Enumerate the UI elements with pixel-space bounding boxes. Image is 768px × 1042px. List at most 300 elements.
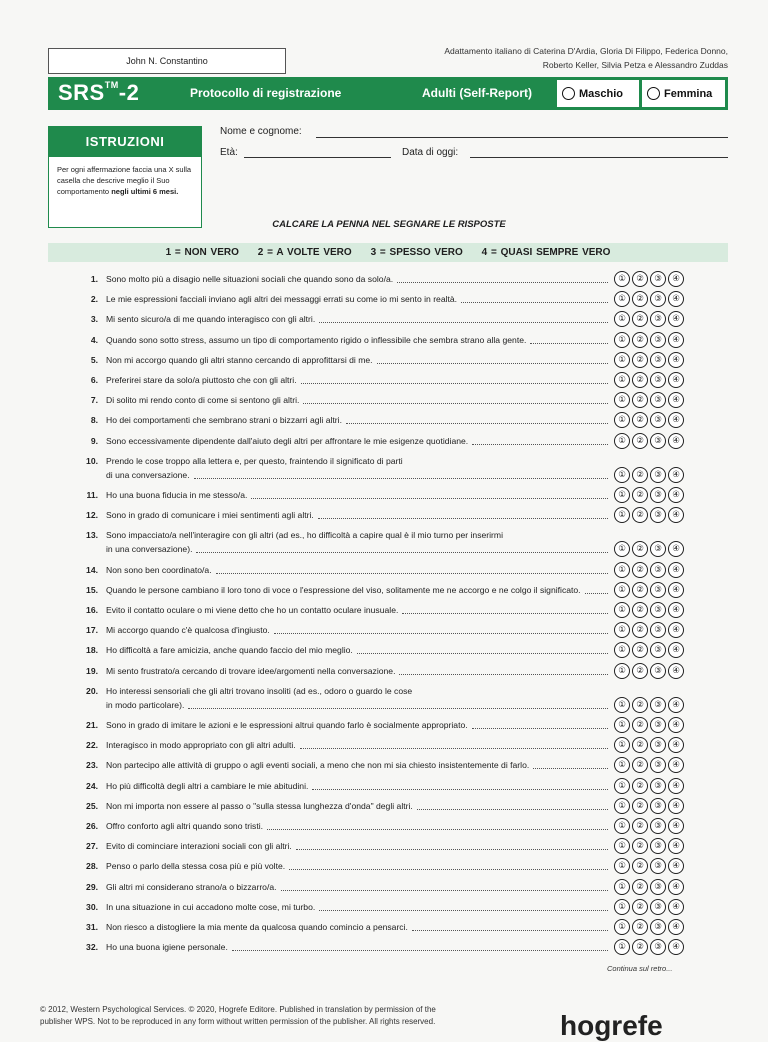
- leader-dots: [346, 415, 608, 424]
- scale-legend: 1 = NON VERO 2 = A VOLTE VERO 3 = SPESSO VERO 4 = QUASI SEMPRE VERO: [48, 243, 728, 262]
- leader-dots: [289, 861, 608, 870]
- answer-option-4[interactable]: ④: [668, 697, 684, 713]
- answer-option-2[interactable]: ②: [632, 858, 648, 874]
- answer-options: [614, 392, 684, 408]
- answer-options: [614, 487, 684, 503]
- brand-logo: [58, 80, 139, 106]
- answer-option-3[interactable]: ③: [650, 757, 666, 773]
- adaptation-line-2: Roberto Keller, Silvia Petza e Alessandro Zuddas: [542, 60, 728, 70]
- name-label: Nome e cognome:: [220, 126, 302, 137]
- item-number: 20.: [86, 685, 98, 696]
- instructions-panel: [48, 126, 202, 228]
- answer-option-3[interactable]: ③: [650, 642, 666, 658]
- instructions-text-main: Per ogni affermazione faccia una X sulla casella che descrive meglio il Suo comportamento: [57, 165, 192, 196]
- item-text-line: Sono eccessivamente dipendente dall'aiuto degli altri per affrontare le mie esigenze quotidiane.: [106, 435, 469, 446]
- copyright-line-2: publisher WPS. Not to be reproduced in any form without written permission of the publisher. All rights reserved.: [40, 1017, 436, 1026]
- item-text-line: Evito il contatto oculare o mi viene detto che ho un contatto oculare inusuale.: [106, 605, 399, 615]
- answer-option-3[interactable]: ③: [650, 663, 666, 679]
- answer-options: [614, 778, 684, 794]
- answer-option-3[interactable]: ③: [650, 697, 666, 713]
- continue-note: Continua sul retro...: [607, 964, 673, 973]
- item-number: 8.: [90, 415, 98, 426]
- item-text-line: Ho dei comportamenti che sembrano strani o bizzarri agli altri.: [106, 415, 342, 426]
- hogrefe-logo: hogrefe: [560, 1010, 663, 1041]
- item-number: 6.: [90, 375, 98, 385]
- item-number: 3.: [90, 314, 98, 325]
- leader-dots: [312, 781, 608, 790]
- name-field[interactable]: [316, 137, 728, 138]
- answer-option-1[interactable]: ①: [614, 818, 630, 834]
- leader-dots: [377, 355, 608, 364]
- answer-options: [614, 582, 684, 598]
- answer-option-3[interactable]: ③: [650, 778, 666, 794]
- leader-dots: [318, 510, 608, 519]
- item-text-line: Non sono ben coordinato/a.: [106, 564, 212, 575]
- item-text-line: Mi sento frustrato/a cercando di trovare idee/argomenti nella conversazione.: [106, 665, 396, 676]
- item-number: 25.: [86, 800, 98, 811]
- leader-dots: [417, 801, 608, 810]
- leader-dots: [585, 585, 608, 594]
- answer-options: [614, 507, 684, 523]
- leader-dots: [194, 470, 608, 479]
- brand-trademark: TM: [104, 80, 119, 90]
- item-text-line: Mi sento sicuro/a di me quando interagisco con gli altri.: [106, 314, 316, 325]
- leader-dots: [530, 335, 608, 344]
- answer-option-4[interactable]: ④: [668, 541, 684, 557]
- item-number: 4.: [90, 334, 98, 345]
- brand-name: SRS: [58, 80, 105, 105]
- answer-option-2[interactable]: ②: [632, 467, 648, 483]
- answer-option-4[interactable]: ④: [668, 717, 684, 733]
- item-row: [0, 456, 768, 490]
- answer-option-1[interactable]: ①: [614, 939, 630, 955]
- answer-option-3[interactable]: ③: [650, 412, 666, 428]
- item-text-line: Quando le persone cambiano il loro tono di voce o l'espressione del viso, solitamente me ne accorgo e ne colgo il significato.: [106, 584, 581, 595]
- answer-options: [614, 372, 684, 388]
- answer-option-1[interactable]: ①: [614, 487, 630, 503]
- answer-option-1[interactable]: ①: [614, 602, 630, 618]
- item-text-line: Penso o parlo della stessa cosa più e più volte.: [106, 861, 286, 872]
- item-text-line: Interagisco in modo appropriato con gli altri adulti.: [106, 740, 296, 751]
- pen-note: CALCARE LA PENNA NEL SEGNARE LE RISPOSTE: [272, 219, 506, 230]
- answer-options: [614, 858, 684, 874]
- answer-option-2[interactable]: ②: [632, 291, 648, 307]
- answer-option-2[interactable]: ②: [632, 562, 648, 578]
- leader-dots: [267, 821, 608, 830]
- answer-option-1[interactable]: ①: [614, 372, 630, 388]
- answer-option-3[interactable]: ③: [650, 838, 666, 854]
- answer-option-2[interactable]: ②: [632, 352, 648, 368]
- answer-option-3[interactable]: ③: [650, 372, 666, 388]
- item-text-line-2: in una conversazione).: [106, 544, 193, 555]
- answer-option-1[interactable]: ①: [614, 879, 630, 895]
- answer-option-3[interactable]: ③: [650, 602, 666, 618]
- leader-dots: [472, 436, 608, 445]
- answer-option-1[interactable]: ①: [614, 311, 630, 327]
- item-text-line: Non riesco a distogliere la mia mente da qualcosa quando comincio a pensarci.: [106, 922, 408, 932]
- adaptation-credits: [368, 44, 728, 72]
- answer-option-3[interactable]: ③: [650, 879, 666, 895]
- answer-options: [614, 663, 684, 679]
- author-box: [48, 48, 286, 74]
- leader-dots: [533, 760, 608, 769]
- leader-dots: [461, 294, 608, 303]
- adaptation-line-1: Adattamento italiano di Caterina D'Ardia, Gloria Di Filippo, Federica Donno,: [444, 46, 728, 56]
- gender-male-option[interactable]: [556, 79, 640, 108]
- answer-option-3[interactable]: ③: [650, 271, 666, 287]
- answer-option-4[interactable]: ④: [668, 332, 684, 348]
- answer-options: [614, 562, 684, 578]
- answer-option-4[interactable]: ④: [668, 622, 684, 638]
- answer-option-4[interactable]: ④: [668, 271, 684, 287]
- leader-dots: [281, 882, 608, 891]
- answer-option-2[interactable]: ②: [632, 737, 648, 753]
- answer-option-1[interactable]: ①: [614, 507, 630, 523]
- item-number: 29.: [86, 881, 98, 892]
- item-number: 16.: [86, 605, 98, 615]
- answer-option-2[interactable]: ②: [632, 433, 648, 449]
- instructions-title: ISTRUZIONI: [49, 127, 201, 157]
- answer-option-4[interactable]: ④: [668, 562, 684, 578]
- answer-option-3[interactable]: ③: [650, 291, 666, 307]
- answer-option-3[interactable]: ③: [650, 541, 666, 557]
- answer-option-1[interactable]: ①: [614, 392, 630, 408]
- answer-option-1[interactable]: ①: [614, 291, 630, 307]
- leader-dots: [196, 544, 608, 553]
- leader-dots: [397, 274, 608, 283]
- answer-option-4[interactable]: ④: [668, 879, 684, 895]
- answer-option-3[interactable]: ③: [650, 562, 666, 578]
- answer-options: [614, 737, 684, 753]
- answer-option-4[interactable]: ④: [668, 757, 684, 773]
- copyright-line-1: © 2012, Western Psychological Services. © 2020, Hogrefe Editore. Published in translation by permission of the: [40, 1005, 436, 1014]
- answer-options: [614, 271, 684, 287]
- answer-option-4[interactable]: ④: [668, 433, 684, 449]
- item-number: 18.: [86, 645, 98, 656]
- leader-dots: [251, 490, 608, 499]
- item-row: [0, 686, 768, 720]
- item-number: 19.: [86, 665, 98, 676]
- item-number: 17.: [86, 625, 98, 636]
- answer-option-4[interactable]: ④: [668, 818, 684, 834]
- answer-option-1[interactable]: ①: [614, 663, 630, 679]
- answer-option-4[interactable]: ④: [668, 582, 684, 598]
- female-radio-icon[interactable]: [647, 87, 660, 100]
- item-number: 10.: [86, 455, 98, 466]
- answer-option-4[interactable]: ④: [668, 778, 684, 794]
- item-number: 21.: [86, 720, 98, 730]
- answer-option-4[interactable]: ④: [668, 858, 684, 874]
- answer-option-4[interactable]: ④: [668, 642, 684, 658]
- answer-options: [614, 602, 684, 618]
- answer-option-3[interactable]: ③: [650, 352, 666, 368]
- answer-option-4[interactable]: ④: [668, 311, 684, 327]
- answer-options: [614, 332, 684, 348]
- leader-dots: [301, 375, 608, 384]
- leader-dots: [216, 565, 608, 574]
- item-number: 1.: [90, 274, 98, 284]
- leader-dots: [296, 841, 608, 850]
- item-row: [0, 530, 768, 564]
- title-bar: [48, 77, 728, 110]
- answer-option-2[interactable]: ②: [632, 798, 648, 814]
- answer-option-3[interactable]: ③: [650, 582, 666, 598]
- leader-dots: [232, 942, 608, 951]
- answer-option-1[interactable]: ①: [614, 582, 630, 598]
- age-label: Età:: [220, 147, 238, 158]
- leader-dots: [274, 625, 608, 634]
- answer-option-2[interactable]: ②: [632, 507, 648, 523]
- leader-dots: [402, 605, 608, 614]
- protocol-title: Protocollo di registrazione: [190, 86, 342, 100]
- answer-option-1[interactable]: ①: [614, 737, 630, 753]
- item-number: 31.: [86, 922, 98, 932]
- brand-suffix: -2: [118, 80, 140, 105]
- item-text-line: Di solito mi rendo conto di come si sentono gli altri.: [106, 395, 300, 406]
- answer-option-4[interactable]: ④: [668, 487, 684, 503]
- leader-dots: [303, 395, 608, 404]
- answer-options: [614, 899, 684, 915]
- item-number: 22.: [86, 740, 98, 751]
- answer-option-1[interactable]: ①: [614, 467, 630, 483]
- item-text-line: Sono in grado di imitare le azioni e le espressioni altrui quando farlo è socialmente appropriato.: [106, 720, 468, 730]
- item-number: 23.: [86, 760, 98, 771]
- answer-option-2[interactable]: ②: [632, 939, 648, 955]
- item-row: [0, 666, 768, 686]
- answer-option-3[interactable]: ③: [650, 311, 666, 327]
- answer-option-1[interactable]: ①: [614, 757, 630, 773]
- answer-option-2[interactable]: ②: [632, 838, 648, 854]
- answer-option-4[interactable]: ④: [668, 919, 684, 935]
- answer-option-2[interactable]: ②: [632, 541, 648, 557]
- item-number: 15.: [86, 584, 98, 595]
- answer-option-2[interactable]: ②: [632, 663, 648, 679]
- answer-option-1[interactable]: ①: [614, 858, 630, 874]
- answer-option-3[interactable]: ③: [650, 622, 666, 638]
- answer-option-4[interactable]: ④: [668, 838, 684, 854]
- item-text-line: Sono impacciato/a nell'interagire con gli altri (ad es., ho difficoltà a capire qual è il mio turno per inserirmi: [106, 530, 503, 541]
- answer-option-2[interactable]: ②: [632, 372, 648, 388]
- answer-option-3[interactable]: ③: [650, 939, 666, 955]
- answer-option-1[interactable]: ①: [614, 717, 630, 733]
- answer-option-2[interactable]: ②: [632, 778, 648, 794]
- answer-options: [614, 291, 684, 307]
- item-row: [0, 510, 768, 530]
- answer-option-4[interactable]: ④: [668, 939, 684, 955]
- copyright-footer: [40, 1004, 520, 1028]
- answer-option-4[interactable]: ④: [668, 737, 684, 753]
- item-row: [0, 436, 768, 456]
- item-number: 5.: [90, 354, 98, 365]
- item-number: 24.: [86, 780, 98, 791]
- age-field[interactable]: [244, 157, 391, 158]
- answer-option-1[interactable]: ①: [614, 271, 630, 287]
- answer-options: [614, 541, 684, 557]
- date-field[interactable]: [470, 157, 728, 158]
- answer-option-2[interactable]: ②: [632, 412, 648, 428]
- answer-option-3[interactable]: ③: [650, 332, 666, 348]
- answer-options: [614, 467, 684, 483]
- item-text-line: Ho una buona fiducia in me stesso/a.: [106, 490, 248, 500]
- answer-option-4[interactable]: ④: [668, 291, 684, 307]
- item-text-line: Gli altri mi considerano strano/a o bizzarro/a.: [106, 881, 277, 892]
- answer-options: [614, 311, 684, 327]
- answer-option-1[interactable]: ①: [614, 562, 630, 578]
- instructions-text-bold: negli ultimi 6 mesi.: [111, 187, 179, 196]
- item-text-line: Le mie espressioni facciali inviano agli altri dei messaggi errati su come io mi sento in realtà.: [106, 294, 458, 305]
- leader-dots: [319, 902, 608, 911]
- answer-option-1[interactable]: ①: [614, 697, 630, 713]
- leader-dots: [300, 740, 608, 749]
- answer-options: [614, 939, 684, 955]
- item-text-line: Non mi importa non essere al passo o "sulla stessa lunghezza d'onda" degli altri.: [106, 800, 413, 811]
- male-radio-icon[interactable]: [562, 87, 575, 100]
- item-text-line: Non partecipo alle attività di gruppo o agli eventi sociali, a meno che non mi sia chiesto insistentemente di farlo.: [106, 760, 530, 771]
- item-number: 28.: [86, 861, 98, 872]
- answer-option-4[interactable]: ④: [668, 392, 684, 408]
- item-text-line: Sono in grado di comunicare i miei sentimenti agli altri.: [106, 510, 314, 521]
- leader-dots: [472, 720, 608, 729]
- answer-option-1[interactable]: ①: [614, 642, 630, 658]
- answer-options: [614, 433, 684, 449]
- leader-dots: [357, 645, 608, 654]
- answer-option-2[interactable]: ②: [632, 622, 648, 638]
- answer-option-3[interactable]: ③: [650, 858, 666, 874]
- answer-option-3[interactable]: ③: [650, 433, 666, 449]
- answer-option-2[interactable]: ②: [632, 271, 648, 287]
- item-text-line: Offro conforto agli altri quando sono tristi.: [106, 821, 263, 831]
- answer-option-3[interactable]: ③: [650, 818, 666, 834]
- item-text-line-2: in modo particolare).: [106, 699, 185, 710]
- author-name: John N. Constantino: [126, 56, 208, 66]
- answer-option-2[interactable]: ②: [632, 757, 648, 773]
- answer-option-1[interactable]: ①: [614, 433, 630, 449]
- item-number: 12.: [86, 510, 98, 521]
- gender-female-option[interactable]: [641, 79, 726, 108]
- answer-option-2[interactable]: ②: [632, 487, 648, 503]
- answer-option-1[interactable]: ①: [614, 899, 630, 915]
- answer-option-2[interactable]: ②: [632, 392, 648, 408]
- date-label: Data di oggi:: [402, 147, 459, 158]
- item-number: 13.: [86, 530, 98, 541]
- answer-option-2[interactable]: ②: [632, 311, 648, 327]
- answer-option-4[interactable]: ④: [668, 602, 684, 618]
- answer-option-2[interactable]: ②: [632, 879, 648, 895]
- leader-dots: [319, 314, 608, 323]
- answer-option-2[interactable]: ②: [632, 602, 648, 618]
- answer-option-1[interactable]: ①: [614, 919, 630, 935]
- item-row: [0, 942, 768, 962]
- answer-option-1[interactable]: ①: [614, 798, 630, 814]
- answer-options: [614, 838, 684, 854]
- item-number: 27.: [86, 841, 98, 852]
- item-number: 32.: [86, 942, 98, 953]
- answer-option-1[interactable]: ①: [614, 412, 630, 428]
- answer-options: [614, 919, 684, 935]
- form-version: Adulti (Self-Report): [422, 86, 532, 100]
- female-label: Femmina: [664, 87, 713, 100]
- item-text: [106, 583, 612, 597]
- answer-option-4[interactable]: ④: [668, 372, 684, 388]
- leader-dots: [188, 700, 608, 709]
- item-number: 26.: [86, 821, 98, 831]
- item-text-line-2: di una conversazione.: [106, 469, 190, 480]
- answer-option-3[interactable]: ③: [650, 487, 666, 503]
- leader-dots: [399, 666, 608, 675]
- item-number: 9.: [90, 435, 98, 446]
- answer-option-4[interactable]: ④: [668, 412, 684, 428]
- answer-option-1[interactable]: ①: [614, 332, 630, 348]
- answer-option-1[interactable]: ①: [614, 838, 630, 854]
- answer-option-3[interactable]: ③: [650, 798, 666, 814]
- answer-options: [614, 818, 684, 834]
- answer-option-4[interactable]: ④: [668, 663, 684, 679]
- item-number: 30.: [86, 901, 98, 912]
- answer-option-2[interactable]: ②: [632, 332, 648, 348]
- answer-option-2[interactable]: ②: [632, 582, 648, 598]
- answer-option-3[interactable]: ③: [650, 919, 666, 935]
- item-text-line: Quando sono sotto stress, assumo un tipo di comportamento rigido o inflessibile che sembra strano alla gente.: [106, 334, 527, 345]
- answer-options: [614, 757, 684, 773]
- item-text-line: Ho una buona igiene personale.: [106, 942, 228, 953]
- male-label: Maschio: [579, 87, 624, 100]
- item-text-line: Preferirei stare da solo/a piuttosto che con gli altri.: [106, 375, 297, 385]
- item-text-line: Mi accorgo quando c'è qualcosa d'ingiusto.: [106, 625, 270, 636]
- answer-option-4[interactable]: ④: [668, 507, 684, 523]
- item-text-line: Prendo le cose troppo alla lettera e, per questo, fraintendo il significato di parti: [106, 455, 403, 466]
- answer-option-2[interactable]: ②: [632, 919, 648, 935]
- item-text-line: Sono molto più a disagio nelle situazioni sociali che quando sono da solo/a.: [106, 274, 394, 284]
- answer-option-2[interactable]: ②: [632, 717, 648, 733]
- answer-option-3[interactable]: ③: [650, 507, 666, 523]
- answer-options: [614, 622, 684, 638]
- item-text-line: Ho difficoltà a fare amicizia, anche quando faccio del mio meglio.: [106, 645, 353, 656]
- answer-option-2[interactable]: ②: [632, 642, 648, 658]
- answer-option-3[interactable]: ③: [650, 717, 666, 733]
- answer-option-3[interactable]: ③: [650, 737, 666, 753]
- answer-options: [614, 642, 684, 658]
- item-text-line: Ho interessi sensoriali che gli altri trovano insoliti (ad es., odoro o guardo le cose: [106, 685, 413, 696]
- answer-option-3[interactable]: ③: [650, 392, 666, 408]
- answer-option-2[interactable]: ②: [632, 697, 648, 713]
- answer-options: [614, 352, 684, 368]
- item-text-line: In una situazione in cui accadono molte cose, mi turbo.: [106, 901, 316, 912]
- answer-option-1[interactable]: ①: [614, 541, 630, 557]
- answer-option-2[interactable]: ②: [632, 818, 648, 834]
- answer-option-4[interactable]: ④: [668, 798, 684, 814]
- answer-option-3[interactable]: ③: [650, 899, 666, 915]
- item-number: 14.: [86, 564, 98, 575]
- answer-option-2[interactable]: ②: [632, 899, 648, 915]
- answer-option-4[interactable]: ④: [668, 899, 684, 915]
- answer-options: [614, 717, 684, 733]
- answer-option-4[interactable]: ④: [668, 352, 684, 368]
- instructions-text: [49, 157, 201, 204]
- answer-option-1[interactable]: ①: [614, 352, 630, 368]
- item-number: 11.: [86, 490, 98, 500]
- item-text-line: Ho più difficoltà degli altri a cambiare le mie abitudini.: [106, 780, 309, 791]
- answer-option-4[interactable]: ④: [668, 467, 684, 483]
- answer-options: [614, 798, 684, 814]
- item-text-line: Non mi accorgo quando gli altri stanno cercando di approfittarsi di me.: [106, 354, 373, 365]
- answer-options: [614, 879, 684, 895]
- answer-options: [614, 697, 684, 713]
- answer-option-1[interactable]: ①: [614, 622, 630, 638]
- item-text-line: Evito di cominciare interazioni sociali con gli altri.: [106, 841, 292, 852]
- leader-dots: [412, 922, 608, 931]
- answer-option-3[interactable]: ③: [650, 467, 666, 483]
- answer-option-1[interactable]: ①: [614, 778, 630, 794]
